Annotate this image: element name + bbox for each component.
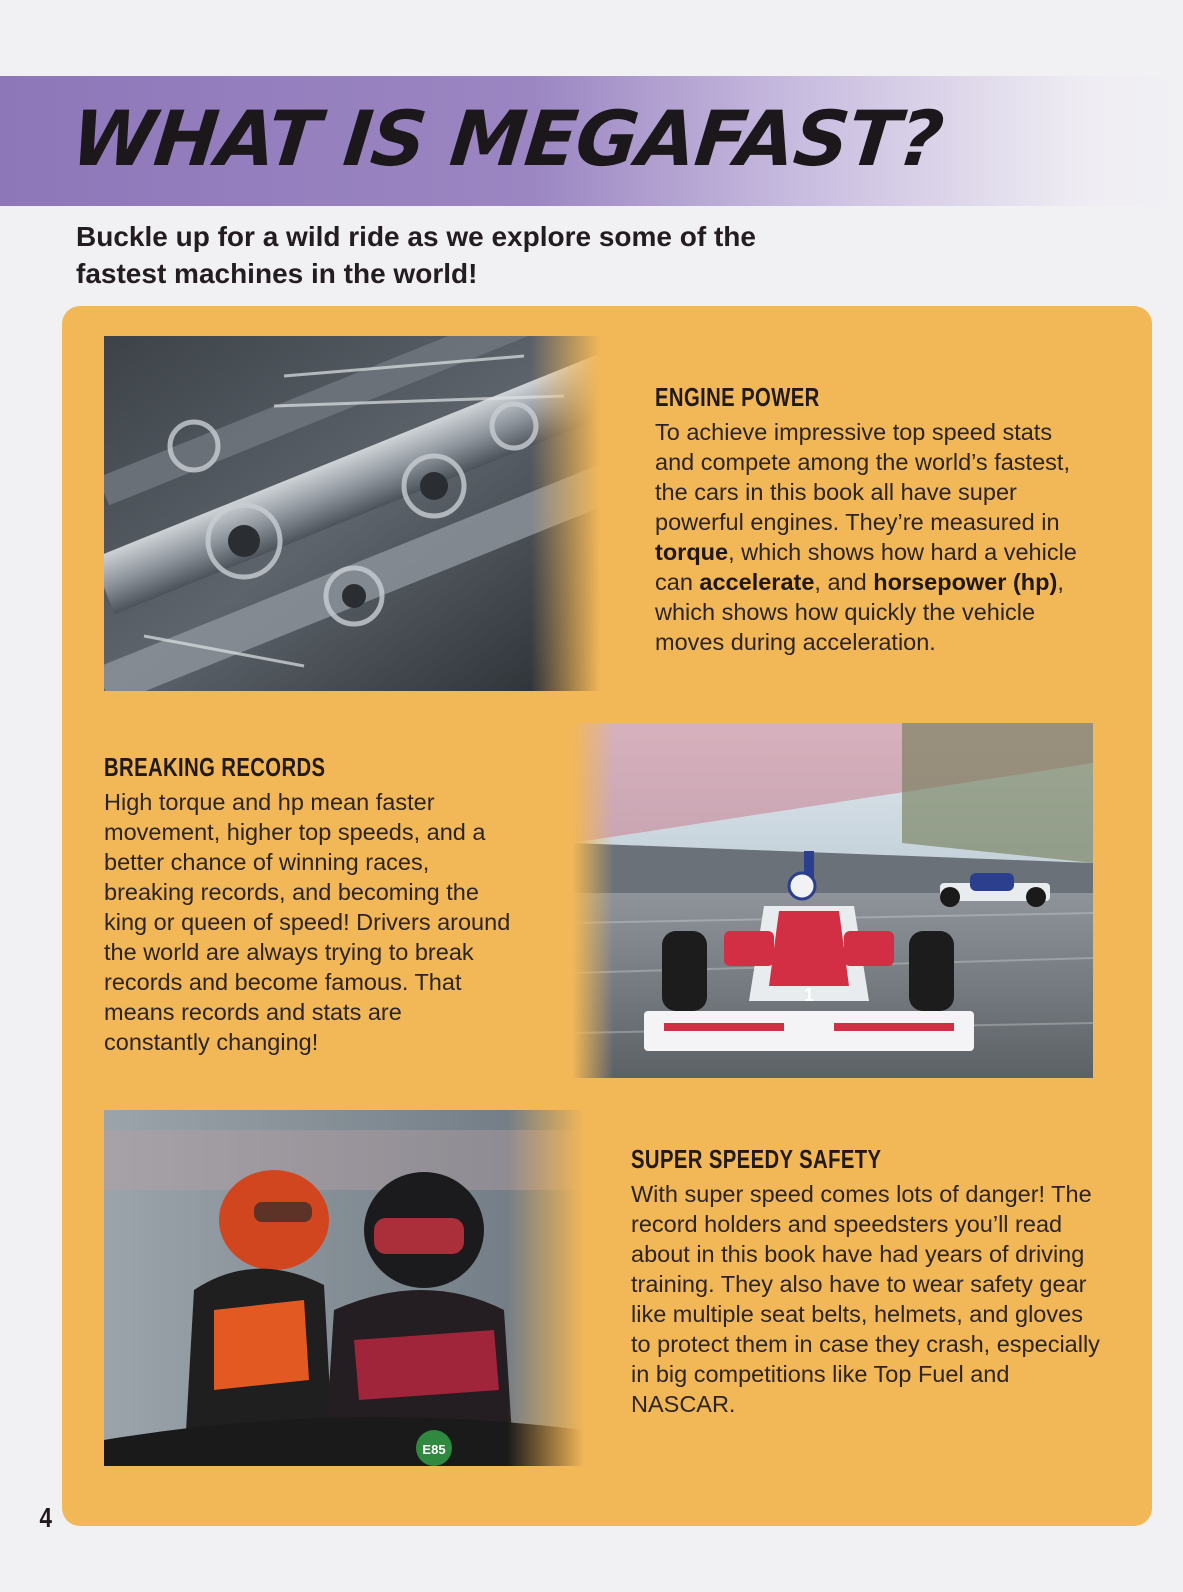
body-text: , which shows how quickly the vehicle moves during acceleration. xyxy=(655,569,1064,655)
body-text: To achieve impressive top speed stats and compete among the world’s fastest, the cars in this book all have super powerful engines. They’re measured in xyxy=(655,419,1070,535)
race-car-photo xyxy=(572,723,1093,1078)
body-text: , and xyxy=(814,569,874,595)
section-heading: BREAKING RECORDS xyxy=(104,752,326,782)
section-heading: SUPER SPEEDY SAFETY xyxy=(631,1144,882,1174)
section-breaking-records xyxy=(104,752,514,1057)
section-engine-power xyxy=(655,382,1095,657)
body-text: , which shows how hard a vehicle can xyxy=(655,539,1077,595)
section-body: With super speed comes lots of danger! The record holders and speedsters you’ll read about in this book have had years of driving training. They also have to wear safety gear like multiple seat belts, helmets, and gloves to protect them in case they crash, especially in big competitions like Top Fuel and NASCAR. xyxy=(631,1181,1100,1417)
section-body: High torque and hp mean faster movement, higher top speeds, and a better chance of winning races, breaking records, and becoming the king or queen of speed! Drivers around the world are always trying to break records and become famous. That means records and stats are constantly changing! xyxy=(104,789,511,1055)
section-heading: ENGINE POWER xyxy=(655,382,820,412)
drivers-photo xyxy=(104,1110,584,1466)
glossary-term: horsepower (hp) xyxy=(873,569,1058,595)
page-number: 4 xyxy=(39,1502,53,1533)
glossary-term: accelerate xyxy=(699,569,815,595)
glossary-term: torque xyxy=(655,539,729,565)
section-super-speedy-safety xyxy=(631,1144,1101,1419)
engine-photo xyxy=(104,336,600,691)
section-body xyxy=(655,417,1095,657)
intro-text: Buckle up for a wild ride as we explore some of the fastest machines in the world! xyxy=(76,221,756,289)
page-title: WHAT IS MEGAFAST? xyxy=(67,94,947,183)
